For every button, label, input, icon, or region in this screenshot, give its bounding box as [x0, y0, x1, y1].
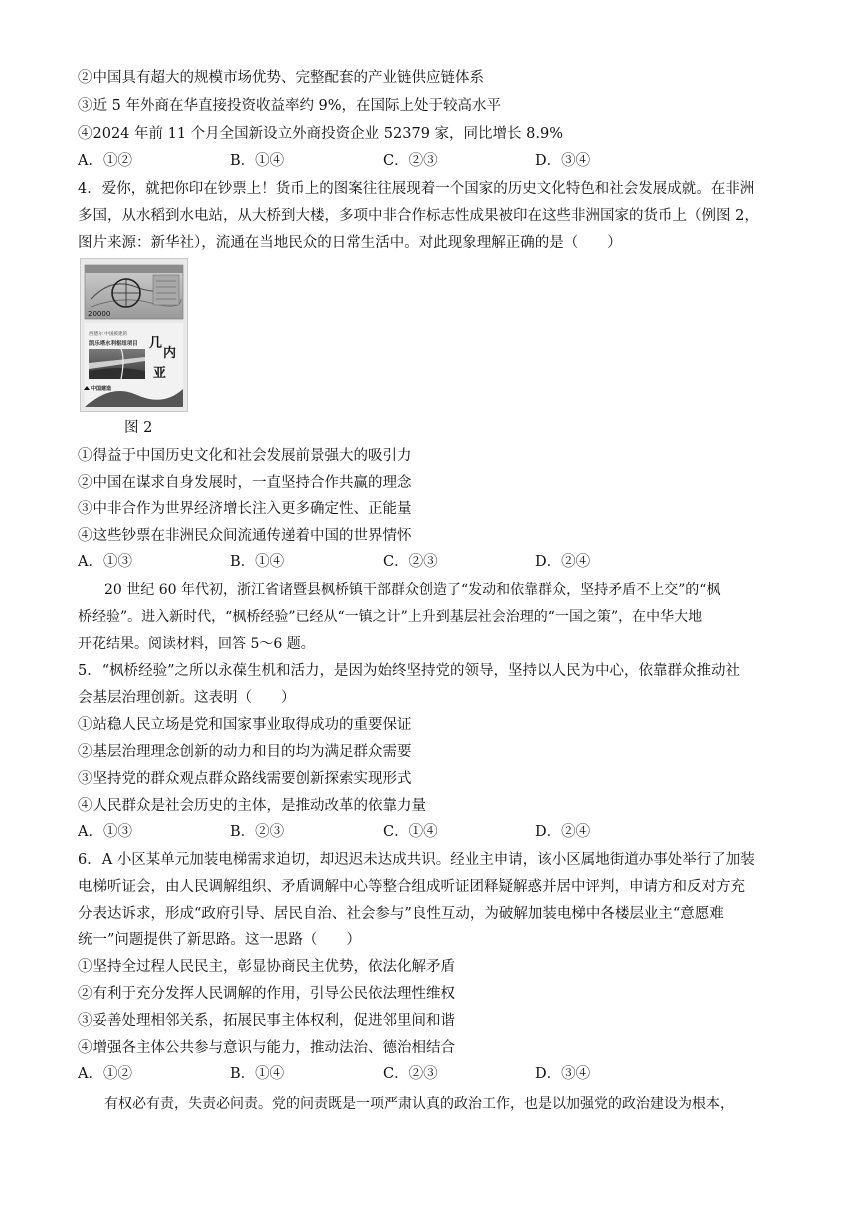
q5-stem-line-1: 5．“枫桥经验”之所以永葆生机和活力，是因为始终坚持党的领导，坚持以人民为中心，依靠群众推动社: [78, 663, 741, 679]
q5-option-2: ②基层治理理念创新的动力和目的均为满足群众需要: [78, 744, 412, 760]
q5-choice-b[interactable]: B．②③: [230, 824, 285, 840]
banknote-country-3: 亚: [153, 366, 167, 381]
banknote-banner-text: 西德尔 中国援建的: [89, 332, 128, 337]
q4-option-4: ④这些钞票在非洲民众间流通传递着中国的世界情怀: [78, 528, 412, 544]
q6-option-3: ③妥善处理相邻关系，拓展民事主体权利，促进邻里间和谐: [78, 1013, 455, 1029]
builder-logo-text: 中国建造: [91, 386, 112, 392]
q5-choice-a[interactable]: A．①③: [78, 824, 132, 840]
q5-choice-d[interactable]: D．②④: [535, 824, 591, 840]
passage-5-6-line-3: 开花结果。阅读材料，回答 5～6 题。: [78, 636, 315, 652]
banknote-denomination: 20000: [88, 310, 111, 318]
q6-choice-d[interactable]: D．③④: [535, 1066, 591, 1082]
q3-choice-d[interactable]: D．③④: [535, 153, 591, 169]
q3-choices: [78, 151, 798, 171]
q4-choices: [78, 552, 798, 572]
q6-option-2: ②有利于充分发挥人民调解的作用，引导公民依法理性维权: [78, 986, 455, 1002]
q3-choice-a[interactable]: A．①②: [78, 153, 132, 169]
q3-choice-b[interactable]: B．①④: [230, 153, 285, 169]
q3-option-3: ③近 5 年外商在华直接投资收益率约 9%，在国际上处于较高水平: [78, 98, 502, 114]
q6-choice-a[interactable]: A．①②: [78, 1066, 132, 1082]
passage-next-line-1: 有权必有责，失责必问责。党的问责既是一项严肃认真的政治工作，也是以加强党的政治建设为根本，: [104, 1096, 734, 1112]
banknote-photo: [80, 258, 188, 412]
q4-choice-b[interactable]: B．①④: [230, 554, 285, 570]
banknote-country-1: 几: [149, 336, 163, 351]
q4-choice-c[interactable]: C．②③: [383, 554, 438, 570]
q6-choices: [78, 1064, 798, 1084]
q5-option-3: ③坚持党的群众观点群众路线需要创新探索实现形式: [78, 771, 412, 787]
q4-option-2: ②中国在谋求自身发展时，一直坚持合作共赢的理念: [78, 475, 412, 491]
q4-choice-a[interactable]: A．①③: [78, 554, 132, 570]
q6-choice-c[interactable]: C．②③: [383, 1066, 438, 1082]
banknote-subtitle: 凯乐塔水利枢纽项目: [89, 341, 138, 347]
q5-stem-line-2: 会基层治理创新。这表明（ ）: [78, 690, 296, 706]
q6-stem-line-1: 6．A 小区某单元加装电梯需求迫切，却迟迟未达成共识。经业主申请，该小区属地街道办事处举行了加装: [78, 852, 755, 868]
q6-stem-line-2: 电梯听证会，由人民调解组织、矛盾调解中心等整合组成听证团释疑解惑并居中评判，申请方和反对方充: [78, 879, 745, 895]
q4-stem-line-2: 多国，从水稻到水电站，从大桥到大楼，多项中非合作标志性成果被印在这些非洲国家的货币上（例图 2，: [78, 208, 759, 224]
q6-choice-b[interactable]: B．①④: [230, 1066, 285, 1082]
q4-stem-line-1: 4．爱你，就把你印在钞票上！货币上的图案往往展现着一个国家的历史文化特色和社会发展成就。在非洲: [78, 181, 755, 197]
q6-stem-line-4: 统一”问题提供了新思路。这一思路（ ）: [78, 932, 361, 948]
q3-choice-c[interactable]: C．②③: [383, 153, 438, 169]
q6-stem-line-3: 分表达诉求，形成“政府引导、居民自治、社会参与”良性互动，为破解加装电梯中各楼层业主“意愿难: [78, 906, 724, 922]
figure-2-caption: 图 2: [124, 420, 153, 436]
banknote-illustration: [81, 259, 187, 411]
q6-option-4: ④增强各主体公共参与意识与能力，推动法治、德治相结合: [78, 1040, 455, 1056]
q3-option-4: ④2024 年前 11 个月全国新设立外商投资企业 52379 家，同比增长 8.9%: [78, 126, 563, 142]
q4-option-3: ③中非合作为世界经济增长注入更多确定性、正能量: [78, 501, 412, 517]
passage-5-6-line-2: 桥经验”。进入新时代，“枫桥经验”已经从“一镇之计”上升到基层社会治理的“一国之策”，在中华大地: [78, 609, 703, 625]
q4-stem-line-3: 图片来源：新华社），流通在当地民众的日常生活中。对此现象理解正确的是（ ）: [78, 235, 622, 251]
q6-option-1: ①坚持全过程人民民主，彰显协商民主优势，依法化解矛盾: [78, 959, 455, 975]
q5-choices: [78, 822, 798, 842]
q4-choice-d[interactable]: D．②④: [535, 554, 591, 570]
q5-option-1: ①站稳人民立场是党和国家事业取得成功的重要保证: [78, 717, 412, 733]
q3-option-2: ②中国具有超大的规模市场优势、完整配套的产业链供应链体系: [78, 70, 484, 86]
passage-5-6-line-1: 20 世纪 60 年代初，浙江省诸暨县枫桥镇干部群众创造了“发动和依靠群众，坚持矛盾不上交”的“枫: [104, 582, 721, 598]
q4-option-1: ①得益于中国历史文化和社会发展前景强大的吸引力: [78, 448, 412, 464]
banknote-country-2: 内: [163, 346, 177, 361]
q5-choice-c[interactable]: C．①④: [383, 824, 438, 840]
q5-option-4: ④人民群众是社会历史的主体，是推动改革的依靠力量: [78, 798, 426, 814]
